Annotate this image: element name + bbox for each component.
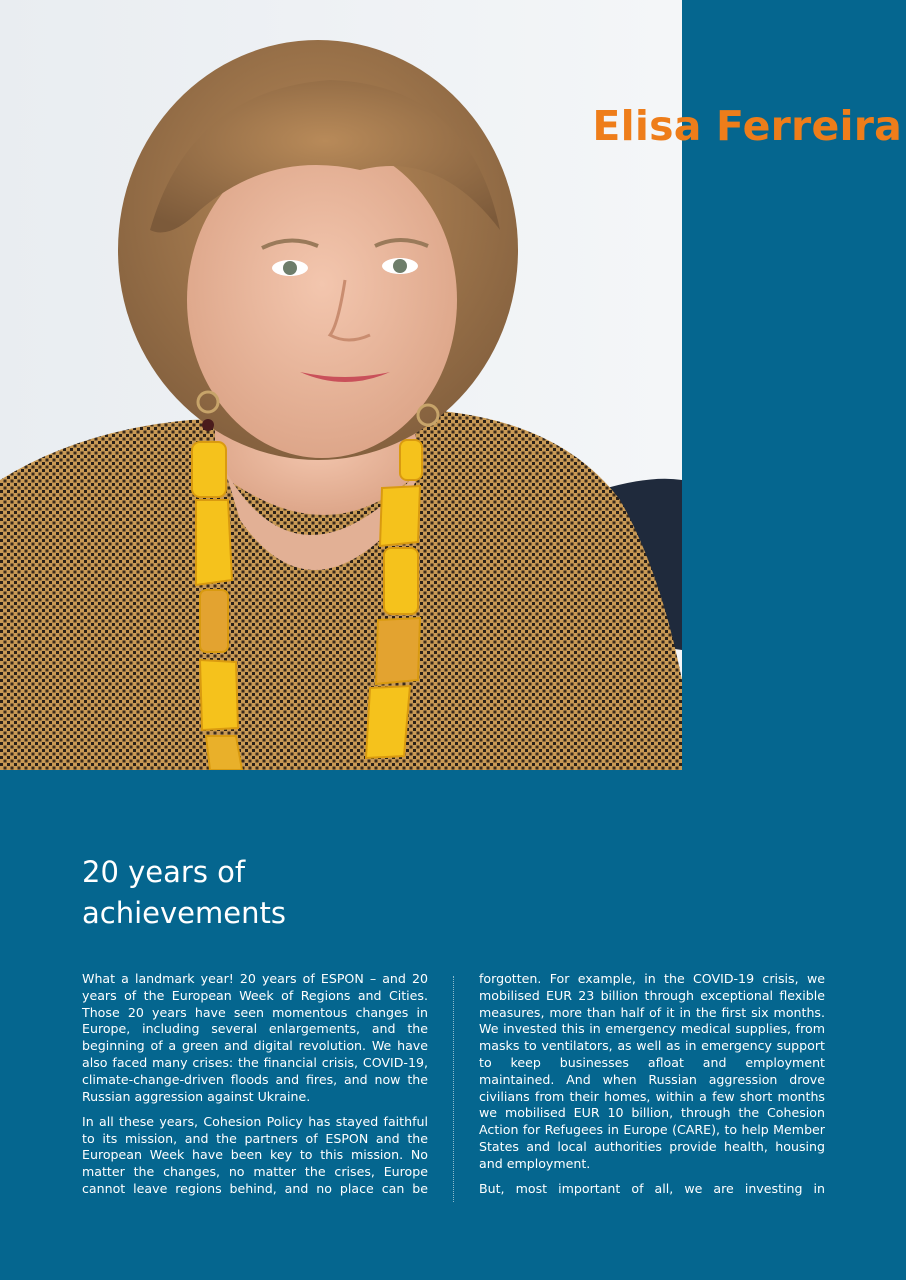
paragraph: In all these years, Cohesion Policy has stayed faithful to its mission, and the partners of ESPON and the European Week have been key to this mission. No matter the changes, no matter the crises, Europe cannot leave regions behind, and no place can be bbox=[82, 1113, 428, 1197]
column-divider bbox=[453, 976, 454, 1202]
paragraph: But, most important of all, we are investing in bbox=[479, 1181, 825, 1197]
person-name: Elisa Ferreira bbox=[592, 102, 902, 150]
paragraph: What a landmark year! 20 years of ESPON – and 20 years of the European Week of Regions and Cities. Those 20 years have seen momentous changes in Europe, including several enlargements, and the beginning of a green and digital revolution. We have also faced many crises: the financial crisis, COVID-19, climate-change-driven floods and fires, and now the Russian aggression against Ukraine. bbox=[82, 971, 428, 1104]
text-column-left bbox=[82, 971, 428, 1206]
text-column-right bbox=[479, 971, 825, 1206]
section-heading: 20 years of achievements bbox=[82, 855, 286, 930]
paragraph: forgotten. For example, in the COVID-19 crisis, we mobilised EUR 23 billion through exceptional flexible measures, more than half of it in the first six months. We invested this in emergency medical supplies, from masks to ventilators, as well as in emergency support to keep businesses afloat and employment maintained. And when Russian aggression drove civilians from their homes, within a few short months we mobilised EUR 10 billion, through the Cohesion Action for Refugees in Europe (CARE), to help Member States and local authorities provide health, housing and employment. bbox=[479, 971, 825, 1171]
portrait-photo bbox=[0, 0, 682, 770]
